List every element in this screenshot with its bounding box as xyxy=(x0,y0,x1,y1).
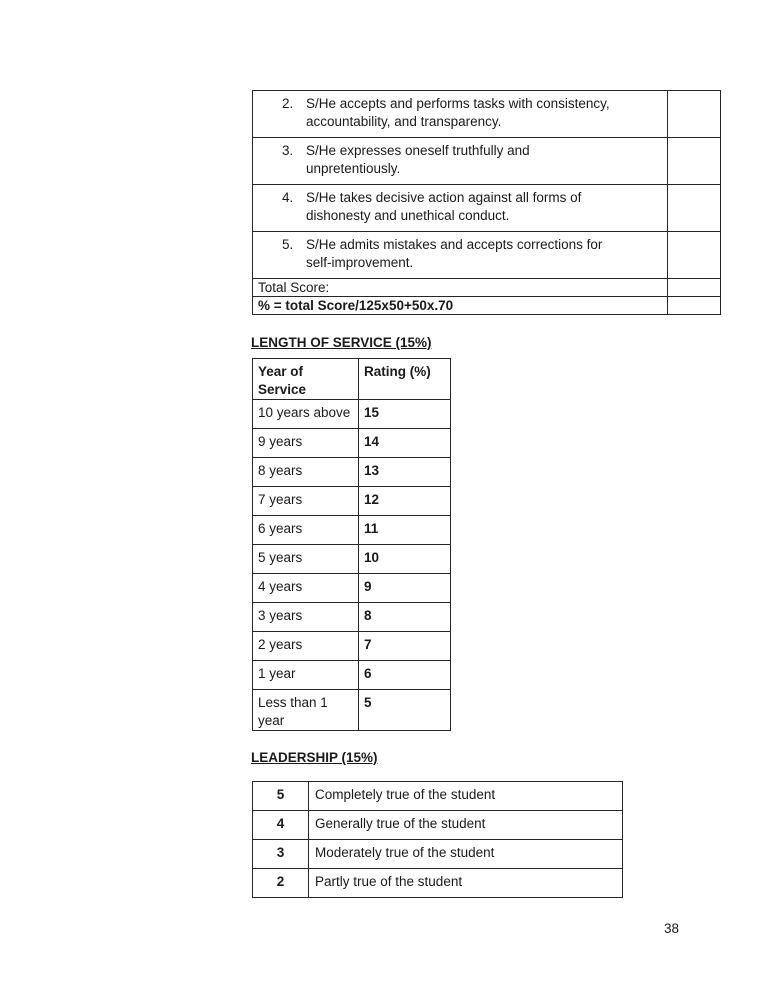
item-text: S/He expresses oneself truthfully and unpretentiously. xyxy=(306,143,530,176)
scale-description: Completely true of the student xyxy=(309,782,623,811)
table-row xyxy=(253,840,623,869)
year-cell: 10 years above xyxy=(253,400,359,429)
year-cell: 6 years xyxy=(253,516,359,545)
year-cell: Less than 1 year xyxy=(253,690,359,731)
table-row xyxy=(253,138,721,185)
scale-description: Partly true of the student xyxy=(309,869,623,898)
year-cell: 2 years xyxy=(253,632,359,661)
table-row xyxy=(253,400,451,429)
year-cell: 1 year xyxy=(253,661,359,690)
total-score-label: Total Score: xyxy=(253,279,668,297)
scale-number: 4 xyxy=(253,811,309,840)
table-row xyxy=(253,91,721,138)
table-row xyxy=(253,782,623,811)
scale-number: 5 xyxy=(253,782,309,811)
year-cell: 7 years xyxy=(253,487,359,516)
score-cell xyxy=(668,138,721,185)
table-header-row xyxy=(253,359,451,400)
score-cell xyxy=(668,297,721,315)
score-cell xyxy=(668,279,721,297)
rating-cell: 5 xyxy=(359,690,451,731)
rating-cell: 13 xyxy=(359,458,451,487)
item-text: S/He takes decisive action against all forms of dishonesty and unethical conduct. xyxy=(306,190,582,223)
rating-cell: 12 xyxy=(359,487,451,516)
leadership-table xyxy=(252,781,623,898)
scoring-table xyxy=(252,90,721,315)
rating-cell: 8 xyxy=(359,603,451,632)
table-row xyxy=(253,574,451,603)
score-cell xyxy=(668,232,721,279)
table-row xyxy=(253,661,451,690)
table-row xyxy=(253,690,451,731)
formula-row xyxy=(253,297,721,315)
rating-cell: 10 xyxy=(359,545,451,574)
formula-text: % = total Score/125x50+50x.70 xyxy=(253,297,668,315)
table-row xyxy=(253,632,451,661)
table-row xyxy=(253,429,451,458)
year-cell: 9 years xyxy=(253,429,359,458)
length-of-service-table xyxy=(252,358,451,731)
table-row xyxy=(253,545,451,574)
table-row xyxy=(253,811,623,840)
table-row xyxy=(253,487,451,516)
scale-description: Generally true of the student xyxy=(309,811,623,840)
year-cell: 8 years xyxy=(253,458,359,487)
score-cell xyxy=(668,91,721,138)
rating-cell: 9 xyxy=(359,574,451,603)
table-row xyxy=(253,516,451,545)
leadership-heading: LEADERSHIP (15%) xyxy=(251,750,378,765)
item-text: S/He admits mistakes and accepts corrections for self-improvement. xyxy=(306,237,603,270)
scale-description: Moderately true of the student xyxy=(309,840,623,869)
table-row xyxy=(253,603,451,632)
page-number: 38 xyxy=(664,921,680,936)
total-score-row xyxy=(253,279,721,297)
item-number: 3. xyxy=(282,143,294,158)
item-number: 4. xyxy=(282,190,294,205)
year-cell: 5 years xyxy=(253,545,359,574)
item-number: 5. xyxy=(282,237,294,252)
rating-cell: 6 xyxy=(359,661,451,690)
length-of-service-heading: LENGTH OF SERVICE (15%) xyxy=(251,335,432,350)
column-header-year: Year of Service xyxy=(253,359,359,400)
item-number: 2. xyxy=(282,96,294,111)
score-cell xyxy=(668,185,721,232)
table-row xyxy=(253,869,623,898)
rating-cell: 15 xyxy=(359,400,451,429)
scale-number: 2 xyxy=(253,869,309,898)
scale-number: 3 xyxy=(253,840,309,869)
rating-cell: 11 xyxy=(359,516,451,545)
year-cell: 4 years xyxy=(253,574,359,603)
rating-cell: 7 xyxy=(359,632,451,661)
item-text: S/He accepts and performs tasks with consistency, accountability, and transparency. xyxy=(306,96,610,129)
table-row xyxy=(253,458,451,487)
rating-cell: 14 xyxy=(359,429,451,458)
column-header-rating: Rating (%) xyxy=(359,359,451,400)
table-row xyxy=(253,232,721,279)
year-cell: 3 years xyxy=(253,603,359,632)
table-row xyxy=(253,185,721,232)
